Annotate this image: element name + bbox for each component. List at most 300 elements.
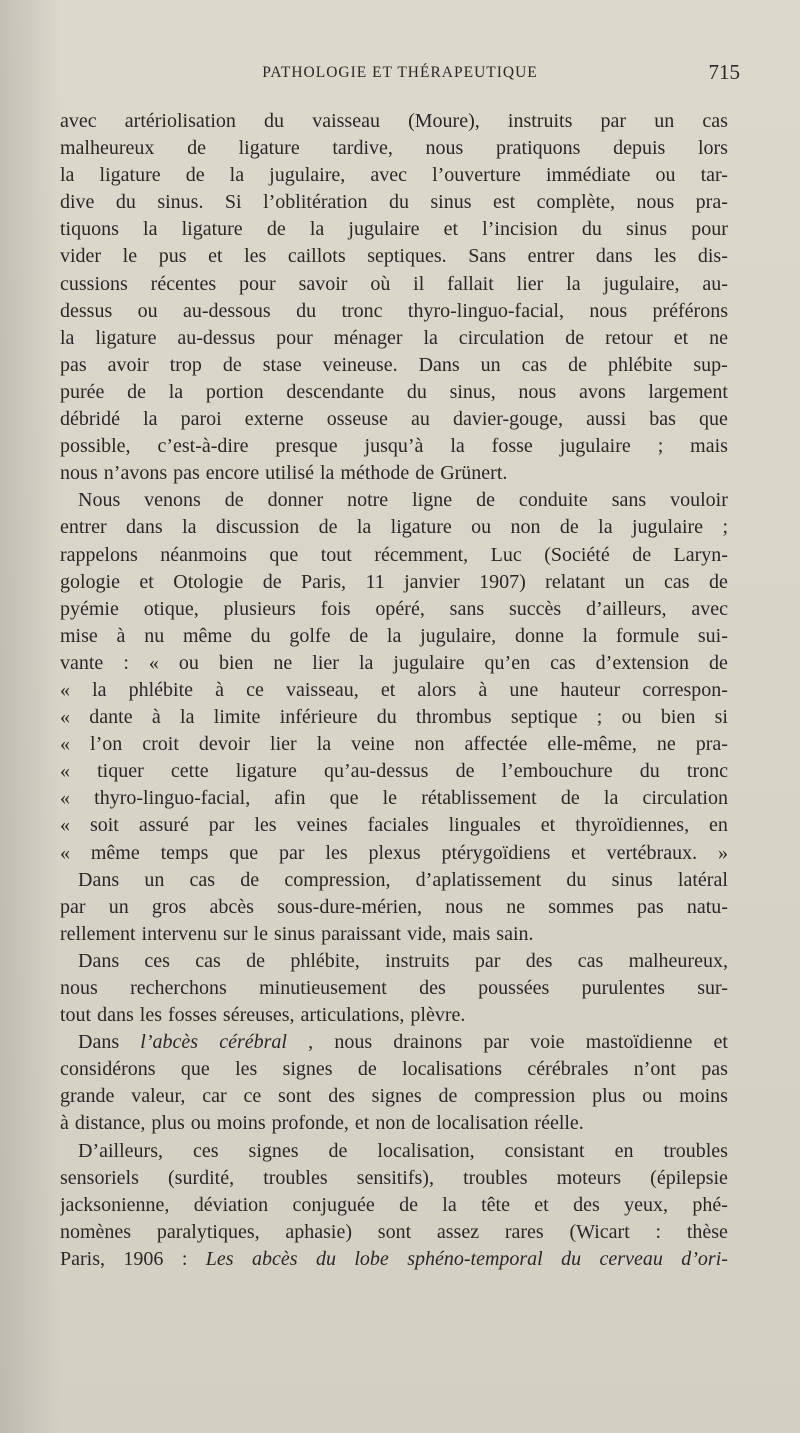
word: jugulaire [631,516,704,539]
word: dis- [697,245,728,268]
word: trop [169,353,202,376]
word: avec [691,597,728,620]
word: sensitifs), [356,1166,434,1189]
word: du [581,218,602,241]
word: les [235,1058,258,1081]
word: vertébraux. [606,841,698,864]
word: non [510,516,541,539]
word: même [182,624,232,647]
word: de [415,462,435,485]
word: savoir [298,272,348,295]
word: formule [615,624,680,647]
word: vider [60,245,102,268]
word: récemment, [374,543,469,566]
word: où [370,272,391,295]
word: sur [223,922,248,945]
text-line [60,271,728,298]
word: profonde, [271,1112,349,1135]
word: la [598,516,613,539]
word: circulation [458,326,545,349]
word: l’ouverture [432,164,521,187]
word: phlébite [128,678,194,701]
word: thèse [686,1220,728,1243]
word: des [328,1085,355,1108]
word: venons [144,489,201,512]
word: abcès [209,895,254,918]
word: rellement [60,922,136,945]
word: cette [170,760,209,783]
word: jacksonienne, [60,1193,170,1216]
word: moteurs [556,1166,622,1189]
text-line [60,596,728,623]
word: cas [189,868,216,891]
word: qu’au-dessus [324,760,429,783]
word: lobe [354,1247,389,1270]
word: jugulaire, [420,624,497,647]
word: aphasie) [285,1220,353,1243]
word: largement [648,380,728,403]
word: du [296,299,317,322]
word: Luc [490,543,522,566]
word: : [655,1220,662,1243]
word: un [624,570,645,593]
word: (surdité, [168,1166,235,1189]
word: pyémie [60,597,119,620]
word: caillots [287,245,346,268]
word: conjuguée [292,1193,375,1216]
word: cas [702,110,728,132]
text-line [60,731,728,758]
word: séreuses, [222,1004,295,1027]
word: et [571,841,586,864]
word: dans [126,516,163,539]
word: sup- [693,353,728,376]
word: tout [60,1004,92,1027]
word: du [264,110,285,132]
word: tronc [341,299,383,322]
word: récentes [150,272,217,295]
word: préférons [652,299,728,322]
word: Sans [468,245,507,268]
word: de [568,353,588,376]
word: assez [436,1220,480,1243]
word: par [474,949,501,972]
word: la [143,408,158,431]
word: d’extension [595,651,689,674]
text-line [60,460,728,487]
text-line [60,162,728,189]
word: vante [60,651,104,674]
text-line [60,325,728,352]
word: nu [144,624,165,647]
word: le [122,245,138,268]
word: localisation [436,1112,529,1135]
word: la [603,787,619,810]
word: thyroïdiennes, [575,814,690,837]
word: de [127,380,147,403]
word: Nous [78,489,121,512]
word: gologie [60,570,120,593]
text-line [60,1246,728,1273]
word: ce [246,678,264,701]
text-line [60,379,728,406]
word: pour [239,272,276,295]
word: ; [596,706,603,729]
word: lier [312,651,339,674]
word: , [308,1031,314,1054]
word: voie [530,1031,565,1054]
page-number: 715 [708,60,740,84]
word: cas [577,949,604,972]
word: alors [417,678,457,701]
text-line [60,1056,728,1083]
word: que [229,841,259,864]
word: des [525,949,553,972]
text-line [60,812,728,839]
word: l’embouchure [501,760,613,783]
word: sinus [625,218,668,241]
word: utilisé [265,462,314,485]
word: qu’en [484,651,531,674]
word: sinus. [157,191,204,214]
word: sensoriels [60,1166,139,1189]
word: 1906 [123,1247,164,1270]
word: mais [690,435,728,458]
word: et [208,245,223,268]
word: nous [445,895,484,918]
word: rares [504,1220,544,1243]
word: débridé [60,408,120,431]
word: (Société [544,543,610,566]
word: et [540,814,556,837]
word: tout [320,543,352,566]
word: un [144,868,165,891]
word: donne [514,624,564,647]
word: limite [213,706,261,729]
word: ces [144,949,170,972]
word: de [318,516,338,539]
word: cussions [60,272,128,295]
word: phé- [692,1193,728,1216]
word: par [278,841,305,864]
word: n’avons [103,462,168,485]
word: non [414,733,445,756]
word: pra- [695,733,728,756]
word: afin [274,787,306,810]
word: des [573,1193,600,1216]
word: de [708,651,728,674]
word: signes [248,1139,299,1162]
word: grande [60,1085,115,1108]
word: dive [60,191,95,214]
word: le [253,922,268,945]
word: réelle. [534,1112,584,1135]
word: temps [160,841,209,864]
word: du [115,191,136,214]
word: sous-dure-mérien, [277,895,423,918]
word: de [222,353,242,376]
word: que [329,787,359,810]
word: septiques. [367,245,447,268]
word: affectée [464,733,528,756]
word: pus [158,245,187,268]
word: dessus [60,299,113,322]
word: pour [276,326,313,349]
word: signes [371,1085,422,1108]
word: la [319,462,335,485]
word: la [60,164,75,187]
word: tronc [686,760,728,783]
word: conduite [518,489,588,512]
word: l’abcès [140,1031,199,1054]
word: Paris, [301,570,347,593]
word: n’ont [633,1058,676,1081]
word: de [246,949,266,972]
word: cas [521,353,548,376]
word: pratiquons [496,137,581,160]
text-line [60,1219,728,1246]
word: « [60,787,70,810]
word: malheureux [60,137,155,160]
word: bien [660,706,696,729]
word: néanmoins [160,543,247,566]
word: la [60,326,75,349]
word: et [139,570,154,593]
word: et [354,1112,370,1135]
text-line [60,1002,728,1029]
word: nous [60,977,98,999]
word: sans [611,489,647,512]
text-line [60,433,728,460]
word: du [566,868,587,891]
word: plexus [368,841,421,864]
text-line [60,189,728,216]
word: ; [657,435,664,458]
text-line [60,894,728,921]
word: par [483,1031,509,1054]
word: ces [192,1139,219,1162]
word: et [534,1193,549,1216]
word: inférieure [279,706,358,729]
text-line [60,623,728,650]
word: ; [722,516,728,539]
word: descendante [286,380,385,403]
running-title: PATHOLOGIE ET THÉRAPEUTIQUE [262,64,538,81]
word: jugulaire, [269,164,346,187]
word: golfe [289,624,331,647]
word: mise [60,624,98,647]
word: fois [320,597,351,620]
word: à [151,706,161,729]
word: ligature [95,326,157,349]
word: nous [589,299,628,322]
word: par [600,110,627,132]
word: ou [137,299,158,322]
word: pas [637,895,664,918]
running-header [60,60,740,90]
word: de [399,1193,418,1216]
word: à [478,678,488,701]
word: de [632,543,652,566]
word: vouloir [670,489,728,512]
word: (Wicart [569,1220,630,1243]
word: de [559,516,579,539]
word: artériolisation [124,110,236,132]
word: de [455,760,475,783]
word: de [411,1112,431,1135]
word: faciales [367,814,429,837]
word: ne [273,651,293,674]
word: la [442,1193,457,1216]
word: dans [97,1004,134,1027]
word: recherchons [130,977,227,999]
word: intervenu [141,922,218,945]
word: à [116,624,126,647]
word: du [406,380,427,403]
word: à [215,678,225,701]
text-line [60,487,728,514]
word: il [413,272,425,295]
text-line [60,948,728,975]
word: ou [621,706,642,729]
word: nous [334,1031,373,1054]
word: gros [151,895,187,918]
word: ligature [99,164,161,187]
word: car [202,1085,227,1108]
word: troubles [463,1166,528,1189]
word: au- [702,272,728,295]
word: nous [636,191,675,214]
word: : [181,1247,188,1270]
word: « [60,841,70,864]
word: c’est-à-dire [157,435,249,458]
word: ligature [390,516,452,539]
word: ne [656,733,676,756]
word: immédiate [546,164,631,187]
word: de [560,787,580,810]
word: des [419,977,446,999]
word: hauteur [560,678,621,701]
word: « [60,814,70,837]
word: de [262,570,282,593]
word: les [254,814,277,837]
word: D’ailleurs, [78,1139,163,1162]
word: la [182,516,197,539]
word: lier [270,733,297,756]
text-line [60,108,728,135]
word: valeur, [131,1085,186,1108]
word: consistant [504,1139,585,1162]
text-line [60,650,728,677]
word: et [380,678,396,701]
word: tiquer [97,760,144,783]
word: ou [178,651,199,674]
word: même [90,841,140,864]
text-line [60,1165,728,1192]
word: osseuse [326,408,388,431]
word: pour [691,218,728,241]
word: plèvre. [410,1004,466,1027]
word: au [410,408,430,431]
text-line [60,1083,728,1110]
word: entrer [60,516,107,539]
word: thrombus [416,706,492,729]
word: depuis [613,137,666,160]
word: lors [697,137,728,160]
word: Grünert. [440,462,508,485]
word: tardive, [332,137,393,160]
word: que [180,1058,210,1081]
word: jugulaire [393,651,465,674]
word: sont [278,1085,312,1108]
word: soit [89,814,119,837]
word: est [492,191,516,214]
word: abcès [251,1247,298,1270]
word: non [375,1112,406,1135]
word: méthode [340,462,410,485]
text-line [60,1029,728,1056]
word: Paris, [60,1247,105,1270]
word: jugulaire [348,218,420,241]
word: linguales [448,814,521,837]
word: pas [701,1058,728,1081]
text-line [60,785,728,812]
word: ce [243,1085,262,1108]
word: sui- [697,624,728,647]
word: sur- [697,977,728,999]
word: vide, [407,922,447,945]
word: phlébite [607,353,673,376]
word: « [148,651,159,674]
word: mais [452,922,491,945]
text-line [60,216,728,243]
word: de [266,218,286,241]
word: et [443,218,459,241]
word: veine [351,733,395,756]
word: ligature [235,760,297,783]
word: de [187,137,206,160]
word: ou [190,1112,211,1135]
word: un [480,353,501,376]
word: notre [347,489,389,512]
word: complète, [536,191,615,214]
word: bien [218,651,254,674]
word: la [582,624,598,647]
word: déviation [193,1193,269,1216]
word: ligature [238,137,300,160]
word: drainons [393,1031,463,1054]
word: Dans [78,868,120,891]
word: sain. [496,922,534,945]
word: sinus [611,868,653,891]
word: moins [216,1112,266,1135]
word: veines [296,814,348,837]
word: presque [275,435,338,458]
word: nous [425,137,464,160]
text-line [60,569,728,596]
word: la [180,706,195,729]
word: relatant [545,570,606,593]
text-line [60,243,728,270]
word: cérébral [219,1031,287,1054]
word: localisation, [377,1139,475,1162]
word: fallait [447,272,494,295]
word: paroi [180,408,222,431]
word: « [60,733,70,756]
word: les [139,1004,163,1027]
word: en [614,1139,634,1162]
word: succès [508,597,562,620]
